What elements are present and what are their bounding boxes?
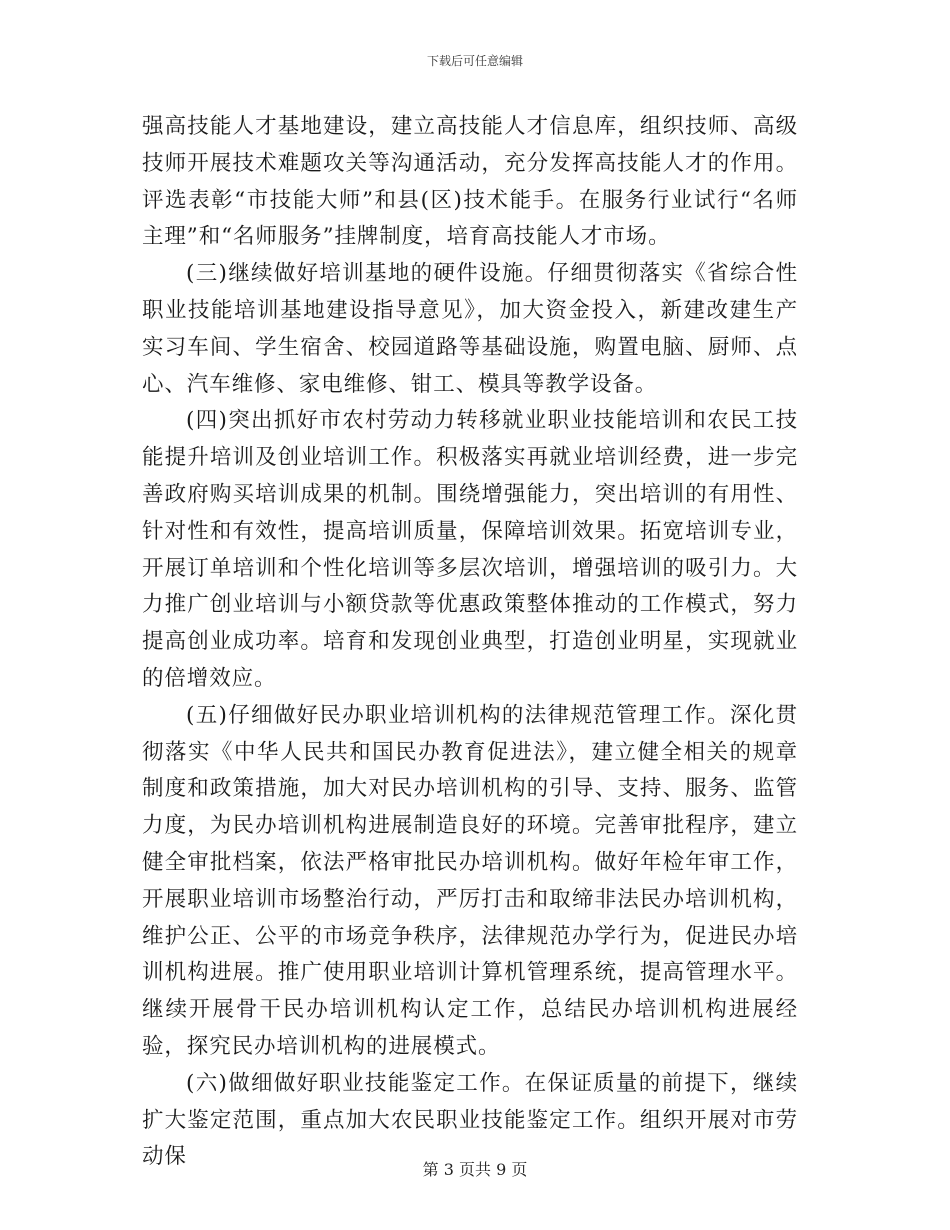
paragraph-section-4: (四)突出抓好市农村劳动力转移就业职业技能培训和农民工技能提升培训及创业培训工作。积极落实再就业培训经费，进一步完善政府购买培训成果的机制。围绕增强能力，突出培训的有用性、针对性和有效性，提高培训质量，保障培训效果。拓宽培训专业，开展订单培训和个性化培训等多层次培训，增强培训的吸引力。大力推广创业培训与小额贷款等优惠政策整体推动的工作模式，努力提高创业成功率。培育和发现创业典型，打造创业明星，实现就业的倍增效应。 <box>142 408 798 691</box>
paragraph-section-3: (三)继续做好培训基地的硬件设施。仔细贯彻落实《省综合性职业技能培训基地建设指导意见》，加大资金投入，新建改建生产实习车间、学生宿舍、校园道路等基础设施，购置电脑、厨师、点心、汽车维修、家电维修、钳工、模具等教学设备。 <box>142 261 798 397</box>
paragraph-continuation: 强高技能人才基地建设，建立高技能人才信息库，组织技师、高级技师开展技术难题攻关等沟通活动，充分发挥高技能人才的作用。评选表彰“市技能大师”和县(区)技术能手。在服务行业试行“名师主理”和“名师服务”挂牌制度，培育高技能人才市场。 <box>142 114 798 250</box>
page-number-footer: 第 3 页共 9 页 <box>422 1160 528 1179</box>
document-body <box>142 109 798 1176</box>
paragraph-section-5: (五)仔细做好民办职业培训机构的法律规范管理工作。深化贯彻落实《中华人民共和国民办教育促进法》，建立健全相关的规章制度和政策措施，加大对民办培训机构的引导、支持、服务、监管力度，为民办培训机构进展制造良好的环境。完善审批程序，建立健全审批档案，依法严格审批民办培训机构。做好年检年审工作，开展职业培训市场整治行动，严厉打击和取缔非法民办培训机构，维护公正、公平的市场竞争秩序，法律规范办学行为，促进民办培训机构进展。推广使用职业培训计算机管理系统，提高管理水平。继续开展骨干民办培训机构认定工作，总结民办培训机构进展经验，探究民办培训机构的进展模式。 <box>142 702 798 1059</box>
paragraph-section-6: (六)做细做好职业技能鉴定工作。在保证质量的前提下，继续扩大鉴定范围，重点加大农民职业技能鉴定工作。组织开展对市劳动保 <box>142 1070 798 1170</box>
page-header-note: 下载后可任意编辑 <box>426 54 523 68</box>
